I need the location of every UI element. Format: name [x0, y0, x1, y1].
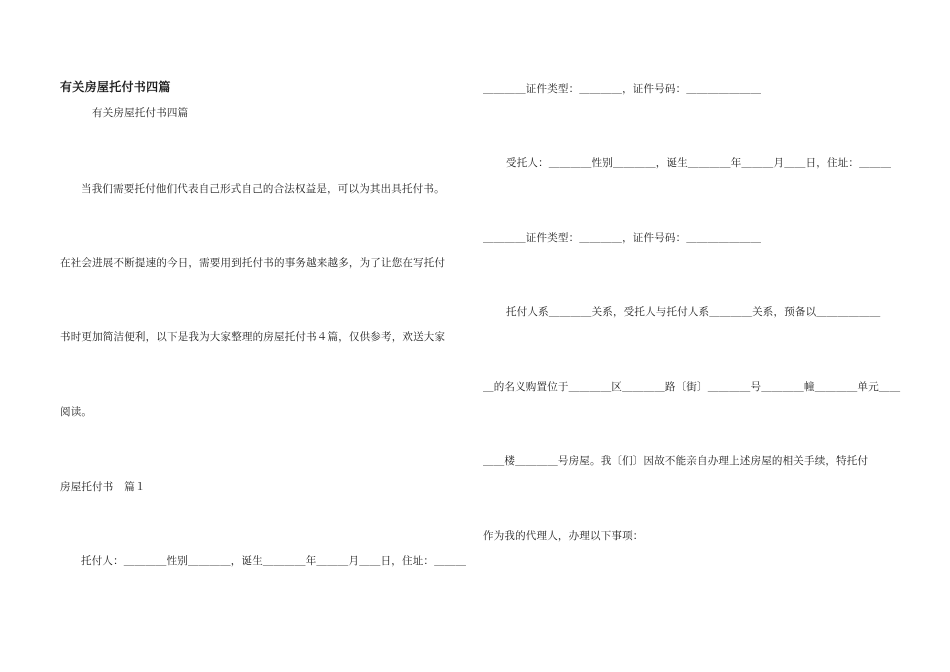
document-title: 有关房屋托付书四篇	[60, 80, 171, 94]
intro-paragraph-line-4: 阅读。	[60, 406, 93, 418]
entrustor-id-line: ＿＿＿＿证件类型：＿＿＿＿，证件号码：＿＿＿＿＿＿＿	[483, 83, 762, 95]
property-floor-line: ＿＿楼＿＿＿＿号房屋。我〔们〕因故不能亲自办理上述房屋的相关手续，特托付	[483, 455, 869, 467]
agent-appointment-line: 作为我的代理人，办理以下事项：	[483, 530, 644, 542]
trustee-id-line: ＿＿＿＿证件类型：＿＿＿＿，证件号码：＿＿＿＿＿＿＿	[483, 232, 762, 244]
relation-line: 托付人系＿＿＿＿关系，受托人与托付人系＿＿＿＿关系，预备以＿＿＿＿＿＿	[506, 306, 881, 318]
property-address-line: ＿的名义购置位于＿＿＿＿区＿＿＿＿路〔街〕＿＿＿＿号＿＿＿＿幢＿＿＿＿单元＿＿	[483, 381, 901, 393]
trustee-info-line: 受托人：＿＿＿＿性别＿＿＿＿，诞生＿＿＿＿年＿＿＿月＿＿日，住址：＿＿＿	[506, 157, 892, 169]
intro-paragraph-line-2: 在社会进展不断提速的今日，需要用到托付书的事务越来越多，为了让您在写托付	[60, 257, 446, 269]
section-heading: 房屋托付书 篇１	[60, 481, 146, 493]
document-subtitle: 有关房屋托付书四篇	[92, 107, 189, 119]
intro-paragraph-line-1: 当我们需要托付他们代表自己形式自己的合法权益是，可以为其出具托付书。	[81, 183, 445, 195]
entrustor-info-line: 托付人：＿＿＿＿性别＿＿＿＿，诞生＿＿＿＿年＿＿＿月＿＿日，住址：＿＿＿	[81, 555, 467, 567]
intro-paragraph-line-3: 书时更加简洁便利，以下是我为大家整理的房屋托付书４篇，仅供参考，欢送大家	[60, 331, 446, 343]
